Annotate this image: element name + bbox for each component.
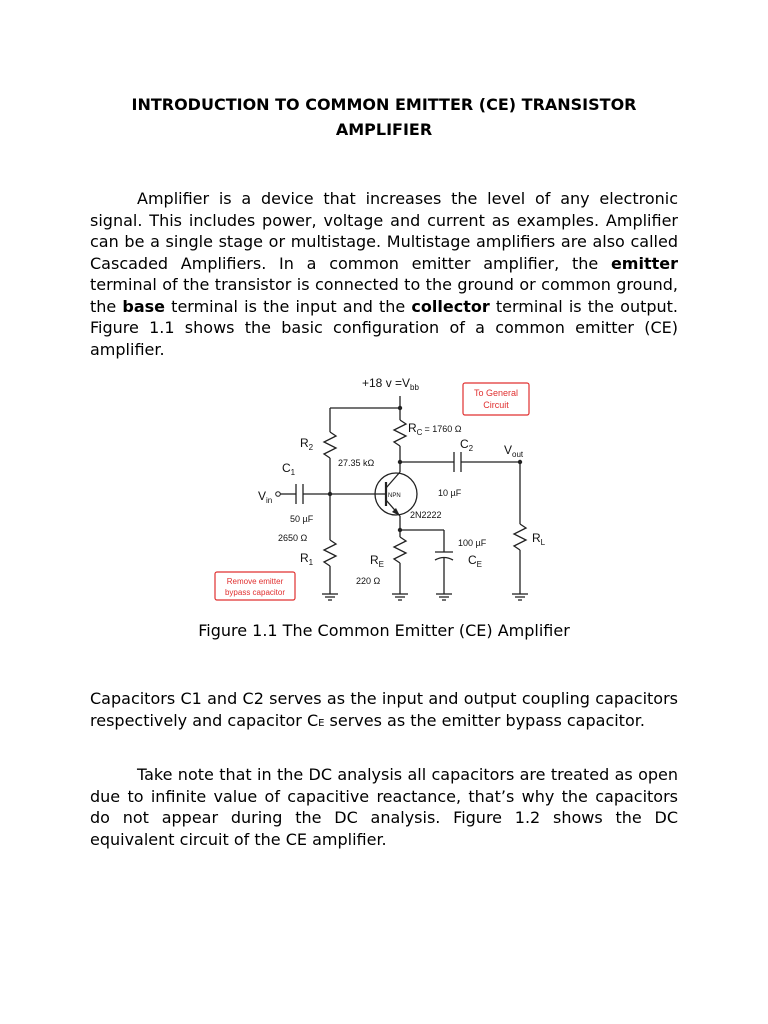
base-term: base xyxy=(122,296,166,316)
re-value: 220 Ω xyxy=(356,576,381,586)
collector-term: collector xyxy=(411,296,490,316)
ce-amplifier-circuit-diagram xyxy=(210,372,560,607)
emitter-term: emitter xyxy=(610,253,678,273)
intro-paragraph: Amplifier is a device that increases the level of any electronic signal. This includes power, voltage and current as examples. Amplifier can be a single stage or multistage. Multistage amplifiers are also called Cascaded Amplifiers. In a common emitter amplifier, the emitter terminal of the transistor is connected to the ground or common ground, the base terminal is the input and the collector terminal is the output. Figure 1.1 shows the basic configuration of a common emitter (CE) amplifier. xyxy=(90,189,679,359)
vin-label: $V_{in}$ xyxy=(258,489,273,505)
page-title: INTRODUCTION TO COMMON EMITTER (CE) TRANSISTOR AMPLIFIER xyxy=(131,95,637,139)
figure-caption: Figure 1.1 The Common Emitter (CE) Amplifier xyxy=(198,621,570,640)
c2-value: 10 µF xyxy=(438,488,462,498)
re-label: $R_E$ xyxy=(370,553,385,569)
ce-subscript: E xyxy=(318,717,325,729)
remove-capacitor-note-line2: bypass capacitor xyxy=(224,588,286,597)
r2-value: 27.35 kΩ xyxy=(338,458,375,468)
ce-label: $C_E$ xyxy=(468,553,483,569)
transistor-part: 2N2222 xyxy=(410,510,442,520)
r1-label: $R_1$ xyxy=(300,551,314,567)
rc-label: $R_C$ $^{= 1760 \Omega}$ xyxy=(408,421,462,437)
vout-label: $V_{out}$ xyxy=(504,443,524,459)
c1-label: $C_1$ xyxy=(282,461,296,477)
general-circuit-note-line1: To General xyxy=(473,388,519,398)
c1-value: 50 µF xyxy=(290,514,314,524)
remove-capacitor-note-line1: Remove emitter xyxy=(226,577,284,586)
r1-value: 2650 Ω xyxy=(278,533,308,543)
ce-value: 100 µF xyxy=(458,538,487,548)
transistor-type: NPN xyxy=(388,493,401,499)
supply-label: +18 $v =V_{bb}$ xyxy=(362,376,419,392)
dc-analysis-paragraph: Take note that in the DC analysis all capacitors are treated as open due to infinite value of capacitive reactance, that’s why the capacitors do not appear during the DC analysis. Figure 1.2 shows the DC equivalent circuit of the CE amplifier. xyxy=(90,765,678,849)
capacitors-paragraph: Capacitors C1 and C2 serves as the input and output coupling capacitors respectively and capacitor CE serves as the emitter bypass capacitor. xyxy=(90,689,678,730)
rl-label: $R_L$ xyxy=(532,531,546,547)
general-circuit-note-line2: Circuit xyxy=(483,400,509,410)
r2-label: $R_2$ xyxy=(300,436,314,452)
c2-label: $C_2$ xyxy=(460,437,474,453)
